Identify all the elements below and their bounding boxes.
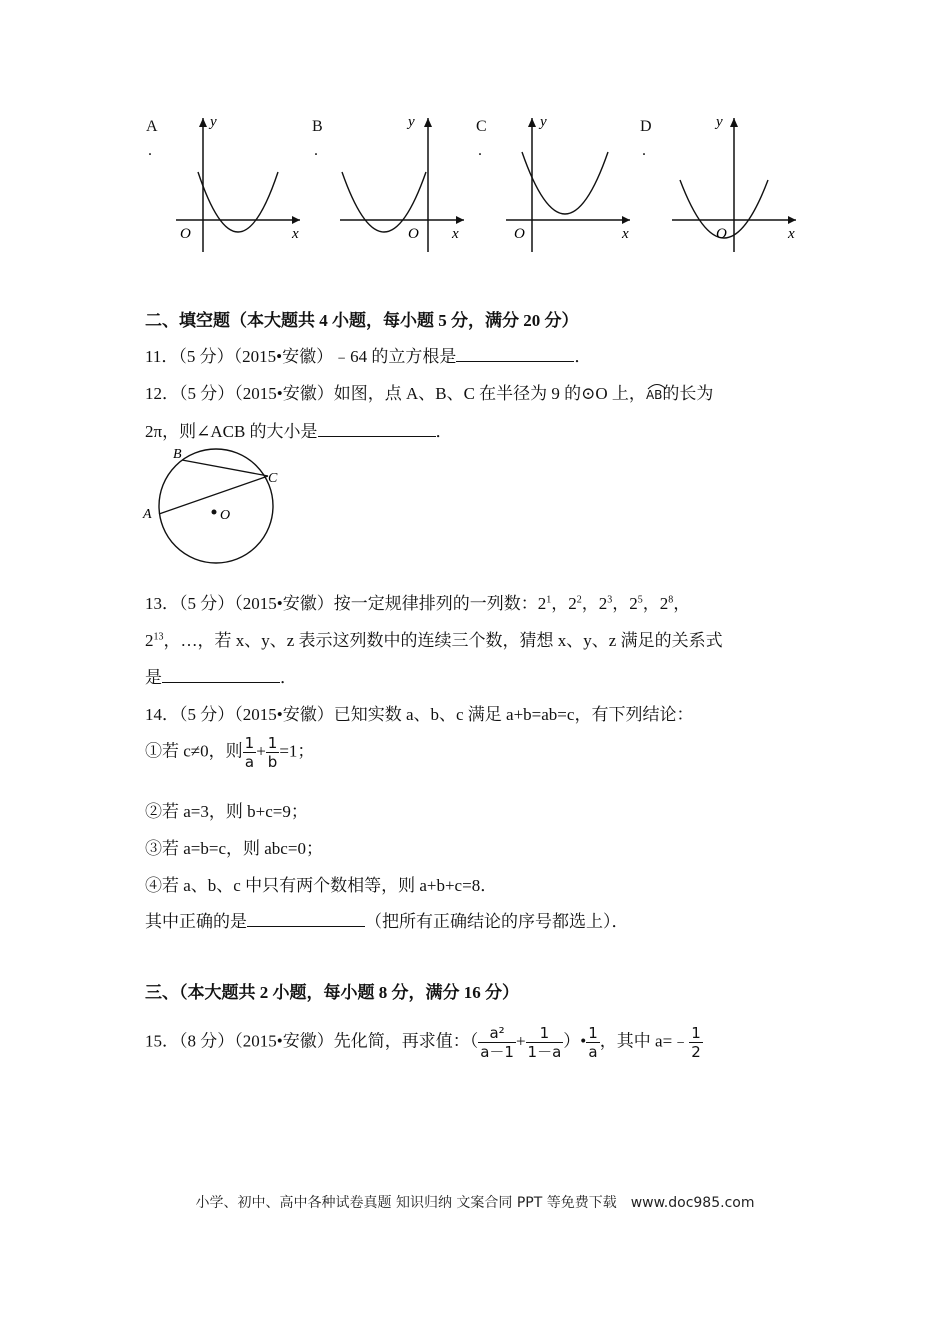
graph-option-d	[664, 110, 804, 260]
option-d-label: D	[640, 118, 652, 135]
y-arrow-icon	[424, 118, 432, 127]
fraction-1-over-b: $\frac{1}{b}$	[267, 734, 278, 771]
point-c-label: C	[268, 471, 278, 486]
x-axis-label: x	[452, 226, 459, 242]
q14-c1-prefix: ①若 c≠0，则	[145, 741, 243, 761]
q11-text: 11．（5 分）（2015•安徽）﹣64 的立方根是	[145, 347, 457, 366]
parabola-curve	[522, 152, 608, 214]
question-14-conclusion-4: ④若 a、b、c 中只有两个数相等，则 a+b+c=8．	[145, 876, 498, 895]
question-15: 15．（8 分）（2015•安徽）先化简，再求值：（ $\frac{\text{a²}}{a-1}$ + $\frac{1}{1-a}$ ）• $\frac{1}{a}$ ，其中 a=﹣ $\frac{1}{2}$	[145, 1024, 701, 1061]
y-axis-label: y	[716, 114, 723, 130]
origin-label: O	[514, 226, 525, 242]
fraction-a2-over-a-1: $\frac{\text{a²}}{a-1}$	[480, 1024, 514, 1061]
question-14-stem: 14．（5 分）（2015•安徽）已知实数 a、b、c 满足 a+b=ab=c，有下列结论：	[145, 705, 694, 724]
y-arrow-icon	[730, 118, 738, 127]
q13-term: $2^3$	[598, 594, 613, 613]
q13-term: $2^2$	[568, 594, 582, 613]
section2-heading: 二、填空题（本大题共 4 小题，每小题 5 分，满分 20 分）	[145, 311, 579, 330]
option-c-dot: .	[478, 142, 482, 159]
y-axis-label: y	[210, 114, 217, 130]
y-arrow-icon	[199, 118, 207, 127]
question-12-line2	[145, 417, 453, 442]
question-13-line2	[145, 626, 723, 651]
graph-option-b	[332, 110, 472, 260]
fraction-1-over-a: $\frac{1}{a}$	[588, 1024, 598, 1061]
y-axis-label: y	[408, 114, 415, 130]
question-11	[145, 342, 591, 367]
page-footer: 小学、初中、高中各种试卷真题 知识归纳 文案合同 PPT 等免费下载 www.doc985.com	[195, 1195, 755, 1211]
q12-answer-blank[interactable]	[318, 421, 436, 437]
question-13-line1: 13．（5 分）（2015•安徽）按一定规律排列的一列数：$2^1$，$2^2$，$2^3$，$2^5$，$2^8$，	[145, 594, 691, 613]
q14-ask: 其中正确的是	[145, 912, 247, 931]
x-arrow-icon	[456, 216, 464, 224]
arc-symbol-icon	[646, 382, 668, 390]
q14-answer-blank[interactable]	[247, 911, 365, 927]
q11-end: ．	[574, 347, 592, 366]
q13-end: ．	[280, 668, 297, 687]
fraction-1-over-2: $\frac{1}{2}$	[691, 1024, 701, 1061]
q13-answer-blank[interactable]	[162, 667, 280, 683]
q12-end: ．	[435, 422, 453, 441]
origin-label: O	[716, 226, 727, 242]
option-b-dot: .	[314, 142, 318, 159]
fraction-1-over-a: $\frac{1}{a}$	[244, 734, 255, 771]
option-c-label: C	[476, 118, 487, 135]
q11-answer-blank[interactable]	[456, 346, 574, 362]
q13-term: $2^5$	[629, 594, 643, 613]
option-a-dot: .	[148, 142, 152, 159]
q13-line2-text: ，…，若 x、y、z 表示这列数中的连续三个数，猜想 x、y、z 满足的关系式	[163, 631, 723, 650]
question-14-conclusion-2: ②若 a=3，则 b+c=9；	[145, 802, 308, 821]
q15-mid: ，其中 a=﹣	[599, 1031, 690, 1051]
q15-close: ）•	[563, 1031, 587, 1051]
y-arrow-icon	[528, 118, 536, 127]
q12-circle-figure	[140, 444, 290, 570]
q12-line1-end: 的长为	[662, 384, 714, 403]
point-b-label: B	[173, 447, 182, 462]
parabola-curve	[342, 172, 426, 232]
x-axis-label: x	[292, 226, 299, 242]
graph-option-a	[168, 110, 308, 260]
q13-term: $2^8$	[659, 594, 674, 613]
point-a-label: A	[143, 507, 152, 522]
question-13-line3	[145, 663, 297, 688]
option-a-label: A	[146, 118, 158, 135]
question-14-conclusion-3: ③若 a=b=c，则 abc=0；	[145, 839, 323, 858]
y-axis-label: y	[540, 114, 547, 130]
origin-label: O	[408, 226, 419, 242]
x-arrow-icon	[788, 216, 796, 224]
chord-ac	[159, 476, 268, 514]
center-dot	[212, 510, 217, 515]
q14-c1-suffix: =1；	[279, 741, 315, 761]
section3-heading: 三、（本大题共 2 小题，每小题 8 分，满分 16 分）	[145, 983, 519, 1002]
parabola-curve	[198, 172, 278, 232]
q14-ask-end: （把所有正确结论的序号都选上）．	[365, 912, 629, 931]
x-arrow-icon	[622, 216, 630, 224]
q12-line1: 12．（5 分）（2015•安徽）如图，点 A、B、C 在半径为 9 的⊙O 上，	[145, 384, 646, 403]
graph-option-c	[498, 110, 638, 260]
q15-prefix: 15．（8 分）（2015•安徽）先化简，再求值：（	[145, 1031, 479, 1051]
q13-term: $2^1$	[537, 594, 552, 613]
x-axis-label: x	[622, 226, 629, 242]
question-14-ask	[145, 907, 629, 932]
point-o-label: O	[220, 508, 231, 523]
question-12-line1	[145, 379, 713, 404]
option-b-label: B	[312, 118, 323, 135]
q13-line3: 是	[145, 668, 162, 687]
origin-label: O	[180, 226, 191, 242]
q13-term: $2^{13}$	[145, 631, 164, 650]
question-14-conclusion-1: ①若 c≠0，则 $\frac{1}{a}$ + $\frac{1}{b}$ =1；	[145, 734, 315, 771]
q12-arc-ab: AB	[646, 384, 662, 402]
option-d-dot: .	[642, 142, 646, 159]
q13-prefix: 13．（5 分）（2015•安徽）按一定规律排列的一列数：	[145, 594, 538, 613]
chord-bc	[182, 460, 268, 476]
x-arrow-icon	[292, 216, 300, 224]
x-axis-label: x	[788, 226, 795, 242]
fraction-1-over-1-a: $\frac{1}{1-a}$	[527, 1024, 562, 1061]
q12-line2: 2π，则∠ACB 的大小是	[145, 422, 318, 441]
